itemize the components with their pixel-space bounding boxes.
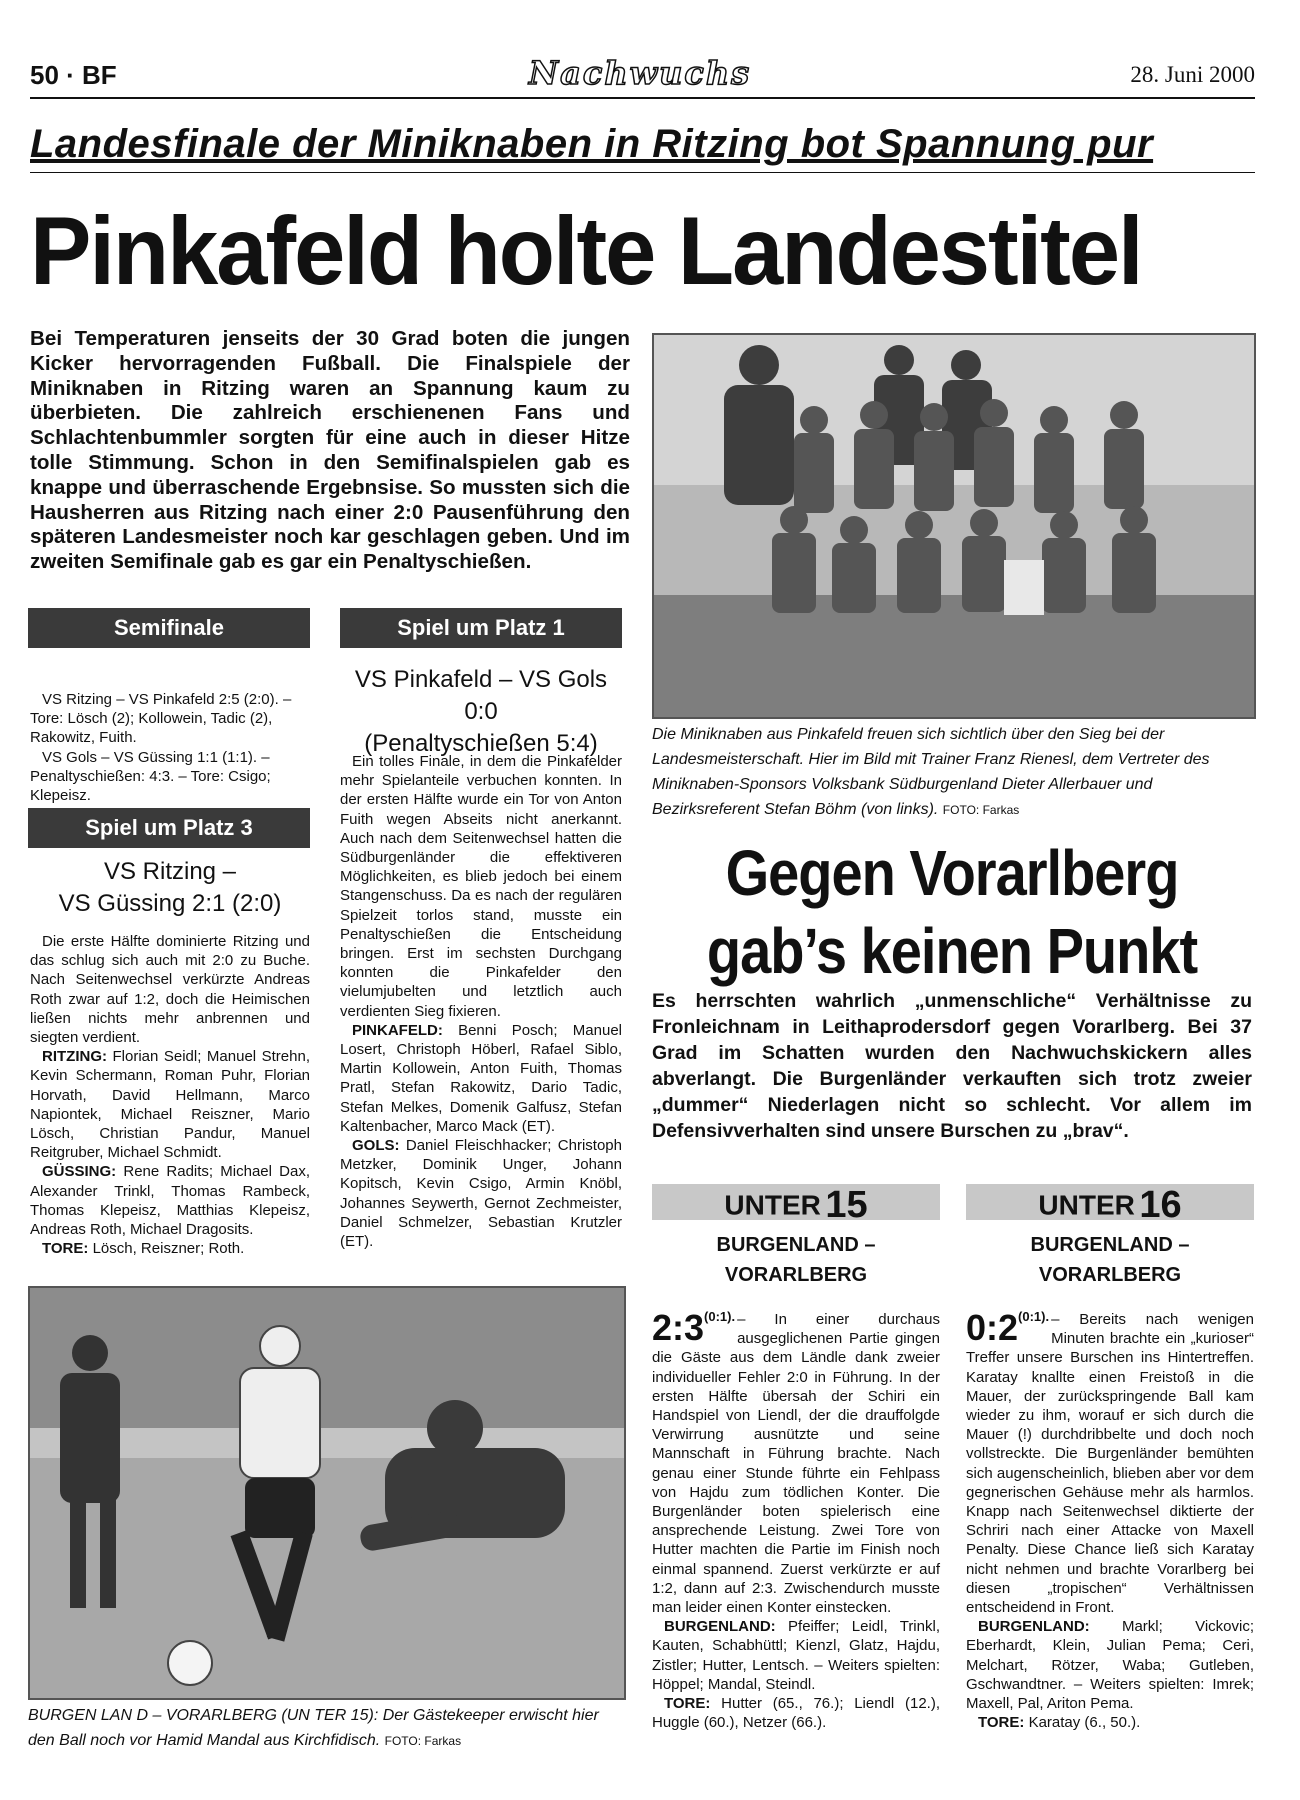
- team-photo-caption: Die Miniknaben aus Pinkafeld freuen sich sichtlich über den Sieg bei der Landesmeisterschaft. Hier im Bild mit Trainer Franz Rienesl, dem Vertreter des Miniknaben-Sponsors Volksbank Südburgenland Dieter Allerbauer und Bezirksreferent Stefan Böhm (von links). FOTO: Farkas: [652, 726, 1210, 818]
- semifinale-bar: Semifinale: [28, 608, 310, 648]
- second-headline: [652, 834, 1252, 990]
- platz1-bar: Spiel um Platz 1: [340, 608, 622, 648]
- team-photo-image: [654, 335, 1254, 717]
- platz1-report: [340, 752, 622, 1251]
- second-lead: Es herrschten wahrlich „unmenschliche“ Verhältnisse zu Fronleichnam in Leithaprodersdorf gegen Vorarlberg. Bei 37 Grad im Schatten wurden den Nachwuchskickern alles abverlangt. Die Burgenländer verkauften sich trotz zweier „dummer“ Niederlagen nicht so schlecht. Vor allem im Defensivverhalten sind unsere Burschen zu „brav“.: [652, 990, 1252, 1142]
- u16-teams: BURGENLAND – VORARLBERG: [1030, 1234, 1190, 1286]
- header-rule: [30, 97, 1255, 99]
- second-headline-line2: gab’s keinen Punkt: [706, 914, 1198, 987]
- semifinale-results: [30, 690, 308, 805]
- u16-bar: UNTER 16: [966, 1184, 1254, 1220]
- match-photo-caption: BURGEN LAN D – VORARLBERG (UN TER 15): Der Gästekeeper erwischt hier den Ball noch vor Hamid Mandal aus Kirchfidisch. FOTO: Farkas: [28, 1707, 599, 1749]
- u15-goals: TORE: Hutter (65., 76.); Liendl (12.), Huggle (60.), Netzer (66.).: [652, 1695, 940, 1732]
- main-headline: Pinkafeld holte Landestitel: [30, 198, 1142, 306]
- pinkafeld-lineup: PINKAFELD: Benni Posch; Manuel Losert, Christoph Höberl, Rafael Siblo, Martin Kollowein, Anton Fuith, Thomas Pratl, Stefan Rakowitz, Dario Tadic, Stefan Melkes, Domenik Galfusz, Stefan Kaltenbacher, Marco Mack (ET).: [340, 1021, 622, 1135]
- u16-score: $0:2^{(0:1).}$: [966, 1307, 1050, 1348]
- platz3-match-line1: VS Ritzing –: [103, 858, 237, 885]
- u15-bar: UNTER 15: [652, 1184, 940, 1220]
- team-photo-credit: FOTO: Farkas: [942, 803, 1020, 817]
- platz1-match-line1: VS Pinkafeld – VS Gols 0:0: [354, 666, 608, 725]
- second-headline-line1: Gegen Vorarlberg: [725, 836, 1179, 909]
- section-title: Nachwuchs: [528, 54, 752, 92]
- u16-report: $0:2^{(0:1).}$ – Bereits nach wenigen Minuten brachte ein „kurioser“ Treffer unsere Burschen ins Hintertreffen. Karatay knallte einen Freistoß in die Mauer, der zurückspringende Ball kam wieder zu ihm, worauf er sich durch die Mauer (!) durchdribbelte und doch noch vollstreckte. Die Burgenländer bemühten sich augenscheinlich, blieben aber vor dem gegnerischen Gehäuse mehr als harmlos. Knapp nach Seitenwechsel diktierte der Schriri nach einer Attacke von Maxell Penalty. Diese Chance ließ sich Karatay nicht nehmen und brachte Vorarlberg bei diesen „tropischen“ Verhältnissen entscheidend in Front. BURGENLAND: Markl; Vickovic; Eberhardt, Klein, Julian Pema; Ceri, Melchart, Rötzer, Waba; Gutleben, Gschwandtner. – Weiters spielten: Imrek; Maxell, Pal, Ariton Pema. TORE: Karatay (6., 50.).: [966, 1307, 1254, 1732]
- platz3-goals: TORE: Lösch, Reiszner; Roth.: [42, 1240, 245, 1258]
- lead-paragraph: Bei Temperaturen jenseits der 30 Grad boten die jungen Kicker hervorragenden Fußball. Die Finalspiele der Miniknaben in Ritzing waren an Spannung kaum zu überbieten. Die zahlreich erschienenen Fans und Schlachtenbummler sorgten für eine auch in dieser Hitze tolle Stimmung. Schon in den Semifinalspielen gab es knappe und überraschende Ergebnsise. So mussten sich die Hausherren aus Ritzing nach einer 2:0 Pausenführung den späteren Landesmeister noch kar geschlagen geben. Und im zweiten Semifinale gab es gar ein Penaltyschießen.: [30, 327, 630, 574]
- platz3-match: [30, 856, 310, 920]
- match-photo-image: [30, 1288, 624, 1698]
- page-number: 50 · BF: [30, 60, 117, 90]
- match-photo: [28, 1286, 626, 1700]
- platz1-match: [340, 664, 622, 760]
- kicker-headline: Landesfinale der Miniknaben in Ritzing bot Spannung pur: [30, 122, 1154, 166]
- match-photo-credit: FOTO: Farkas: [384, 1734, 462, 1748]
- u16-lineup: BURGENLAND: Markl; Vickovic; Eberhardt, Klein, Julian Pema; Ceri, Melchart, Rötzer, Waba; Gutleben, Gschwandtner. – Weiters spielten: Imrek; Maxell, Pal, Ariton Pema.: [966, 1618, 1254, 1713]
- kicker-rule: [30, 172, 1255, 173]
- ritzing-lineup: RITZING: Florian Seidl; Manuel Strehn, Kevin Schermann, Roman Puhr, Florian Horvath, David Hellmann, Marco Napiontek, Michael Reiszner, Mario Lösch, Christian Pandur, Manuel Reitgruber, Michael Schmidt.: [30, 1048, 310, 1162]
- team-photo: [652, 333, 1256, 719]
- guessing-lineup: GÜSSING: Rene Radits; Michael Dax, Alexander Trinkl, Thomas Rambeck, Thomas Klepeisz, Matthias Klepeisz, Andreas Roth, Michael Dragosits.: [30, 1163, 310, 1239]
- semifinale-result-2: VS Gols – VS Güssing 1:1 (1:1). – Penaltyschießen: 4:3. – Tore: Csigo; Klepeisz.: [30, 748, 271, 805]
- u15-score: $2:3^{(0:1).}$: [652, 1307, 736, 1348]
- platz1-match-line2: (Penaltyschießen 5:4): [364, 730, 598, 757]
- platz3-report: [30, 932, 310, 1258]
- gols-lineup: GOLS: Daniel Fleischhacker; Christoph Metzker, Dominik Unger, Johann Kopitsch, Kevin Csigo, Armin Knöbl, Johannes Seywerth, Gernot Zechmeister, Daniel Schmelzer, Sebastian Krutzler (ET).: [340, 1137, 622, 1251]
- semifinale-result-1: VS Ritzing – VS Pinkafeld 2:5 (2:0). – Tore: Lösch (2); Kollowein, Tadic (2), Rakowitz, Fuith.: [30, 691, 292, 747]
- u15-report: $2:3^{(0:1).}$ – In einer durchaus ausgeglichenen Partie gingen die Gäste aus dem Ländle dank zweier individueller Fehler 2:0 in Führung. In der ersten Hälfte übersah der Schiri ein Handspiel von Liendl, der die drauffolgde Verwirrung ausnützte und seine Mannschaft in Führung brachte. Nach genau einer Stunde führte ein Fehlpass von Hajdu zum tödlichen Konter. Die Burgenländer boten spielerisch eine ansprechende Leistung. Zwei Tore von Hutter machten die Partie im Finish noch einmal spannend. Zuerst verkürzte er auf 1:2, dann auf 2:3. Zwischendurch musste man leider einen Konter einstecken. BURGENLAND: Pfeiffer; Leidl, Trinkl, Kauten, Schabhüttl; Kienzl, Glatz, Hajdu, Zistler; Hutter, Lentsch. – Weiters spielten: Höppel; Mandal, Steindl. TORE: Hutter (65., 76.); Liendl (12.), Huggle (60.), Netzer (66.).: [652, 1307, 940, 1732]
- platz3-bar: Spiel um Platz 3: [28, 808, 310, 848]
- u15-teams: BURGENLAND – VORARLBERG: [716, 1234, 876, 1286]
- u16-goals: TORE: Karatay (6., 50.).: [978, 1714, 1141, 1732]
- platz3-text: Die erste Hälfte dominierte Ritzing und das schlug sich auch mit 2:0 zu Buche. Nach Seitenwechsel verkürzte Andreas Roth zwar auf 1:2, doch die Heimischen ließen nichts mehr anbrennen und siegten verdient.: [30, 933, 310, 1047]
- issue-date: 28. Juni 2000: [1130, 62, 1255, 87]
- platz3-match-line2: VS Güssing 2:1 (2:0): [58, 890, 282, 917]
- u15-lineup: BURGENLAND: Pfeiffer; Leidl, Trinkl, Kauten, Schabhüttl; Kienzl, Glatz, Hajdu, Zistler; Hutter, Lentsch. – Weiters spielten: Höppel; Mandal, Steindl.: [652, 1618, 940, 1693]
- platz1-text: Ein tolles Finale, in dem die Pinkafelder mehr Spielanteile verbuchen konnten. In der ersten Hälfte wurde ein Tor von Anton Fuith wegen Abseits nicht anerkannt. Auch nach dem Seitenwechsel hatten die Südburgenländer die effektiveren Möglichkeiten, es blieb jedoch bei einem Stangenschuss. Da es nach der regulären Spielzeit torlos stand, musste ein Penaltyschießen die Entscheidung bringen. Erst im sechsten Durchgang konnten die Pinkafelder den vielumjubelten und letztlich auch verdienten Sieg fixieren.: [340, 753, 622, 1020]
